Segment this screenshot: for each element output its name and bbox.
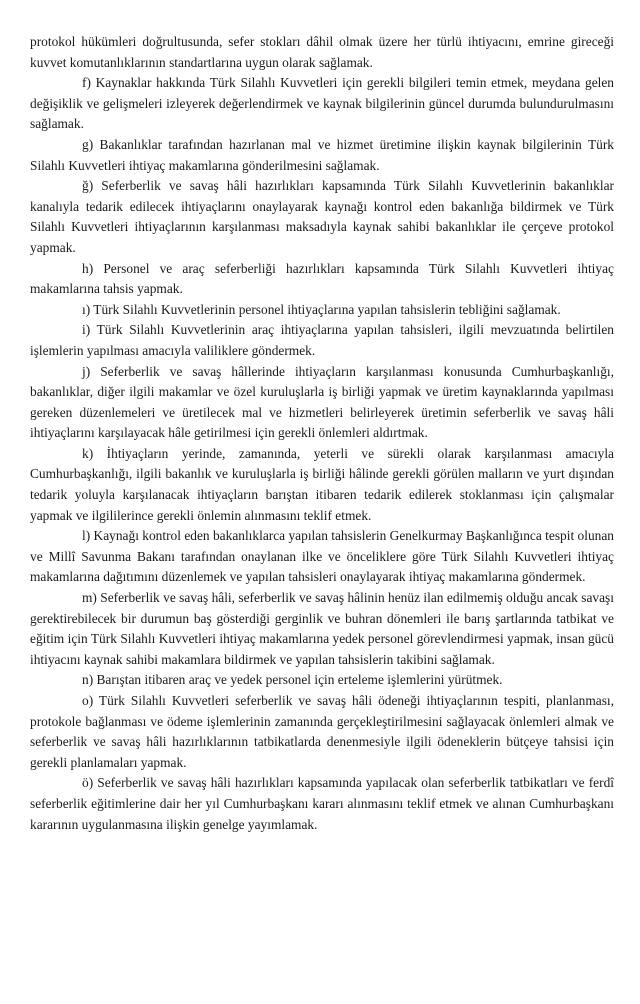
paragraph-continuation: protokol hükümleri doğrultusunda, sefer stokları dâhil olmak üzere her türlü ihtiyacını, emrine gireceği kuvvet komutanlıklarının standartlarına uygun olarak sağlamak. (30, 34, 614, 70)
paragraph-o: o) Türk Silahlı Kuvvetleri seferberlik ve savaş hâli ödeneği ihtiyaçlarının tespiti, planlanması, protokole bağlanması ve ödeme işlemlerinin zamanında gerçekleştirilmesini sağlayacak önlemleri almak ve seferberlik ve savaş hâli hazırlıklarının tatbikatlarda denenmesiyle ilgili ödeneklerin bütçeye tahsisi için gerekli planlamaları yapmak. (30, 693, 614, 770)
paragraph-dotless-i: ı) Türk Silahlı Kuvvetlerinin personel ihtiyaçlarına yapılan tahsislerin tebliğini sağlamak. (82, 301, 561, 317)
paragraph-g: g) Bakanlıklar tarafından hazırlanan mal ve hizmet üretimine ilişkin kaynak bilgilerinin Türk Silahlı Kuvvetleri ihtiyaç makamlarına gönderilmesini sağlamak. (30, 136, 614, 173)
paragraph-h: h) Personel ve araç seferberliği hazırlıkları kapsamında Türk Silahlı Kuvvetleri ihtiyaç makamlarına tahsis yapmak. (30, 260, 614, 297)
paragraph-m: m) Seferberlik ve savaş hâli, seferberlik ve savaş hâlinin henüz ilan edilmemiş olduğu ancak savaşı gerektirebilecek bir durumun baş gösterdiği gerginlik ve buhran dönemleri ile barış şartlarında tatbikat ve eğitim için Türk Silahlı Kuvvetleri ihtiyaç makamlarına yedek personel görevlendirmesi yapmak, insan gücü ihtiyacını kaynak sahibi makamlara bildirmek ve yapılan tahsislerin takibini sağlamak. (30, 590, 614, 667)
paragraph-n: n) Barıştan itibaren araç ve yedek personel için erteleme işlemlerini yürütmek. (82, 672, 503, 688)
document-body (30, 32, 614, 835)
paragraph-i: i) Türk Silahlı Kuvvetlerinin araç ihtiyaçlarına yapılan tahsisleri, ilgili mevzuatında belirtilen işlemlerin yapılması amacıyla valiliklere göndermek. (30, 322, 614, 358)
paragraph-f: f) Kaynaklar hakkında Türk Silahlı Kuvvetleri için gerekli bilgileri temin etmek, meydana gelen değişiklik ve gelişmeleri izleyerek değerlendirmek ve kaynak bilgilerinin güncel durumda bulundurulmasını sağlamak. (30, 75, 614, 132)
paragraph-o-umlaut: ö) Seferberlik ve savaş hâli hazırlıkları kapsamında yapılacak olan seferberlik tatbikatları ve ferdî seferberlik eğitimlerine dair her yıl Cumhurbaşkanı kararı alınmasını teklif etmek ve alınan Cumhurbaşkanı kararının uygulanmasına ilişkin genelge yayımlamak. (30, 775, 614, 832)
paragraph-j: j) Seferberlik ve savaş hâllerinde ihtiyaçların karşılanması konusunda Cumhurbaşkanlığı, bakanlıklar, diğer ilgili makamlar ve özel kuruluşlarla iş birliği yapmak ve üretim kaynaklarında yapılması gereken düzenlemeleri ve üretilecek mal ve hizmetleri belirleyerek üretimin seferberlik ve savaş hâli ihtiyaçlarını karşılayacak hâle getirilmesi için gerekli önlemleri aldırtmak. (30, 363, 614, 441)
paragraph-l: l) Kaynağı kontrol eden bakanlıklarca yapılan tahsislerin Genelkurmay Başkanlığınca tespit olunan ve Millî Savunma Bakanı tarafından onaylanan ilke ve önceliklere göre Türk Silahlı Kuvvetleri ihtiyaç makamlarına dağıtımını düzenlemek ve yapılan tahsisleri onaylayarak ihtiyaç makamlarına göndermek. (30, 528, 614, 585)
paragraph-g-breve: ğ) Seferberlik ve savaş hâli hazırlıkları kapsamında Türk Silahlı Kuvvetlerinin bakanlıklar kanalıyla tedarik edilecek ihtiyaçlarını onaylayarak kaynağı kontrol eden bakanlığa bildirmek ve Türk Silahlı Kuvvetleri ihtiyaçlarının karşılanması maksadıyla kaynak sahibi bakanlıklar ile çerçeve protokol yapmak. (30, 178, 614, 255)
paragraph-k: k) İhtiyaçların yerinde, zamanında, yeterli ve sürekli olarak karşılanması amacıyla Cumhurbaşkanlığı, ilgili bakanlık ve kuruluşlarla iş birliği hâlinde gerekli görülen malların ve yurt dışından tedarik yoluyla karşılanacak ihtiyaçların barıştan itibaren tedarik edilerek stoklanması için çalışmalar yapmak ve ilgililerince gerekli önlemin alınmasını teklif etmek. (30, 445, 614, 523)
